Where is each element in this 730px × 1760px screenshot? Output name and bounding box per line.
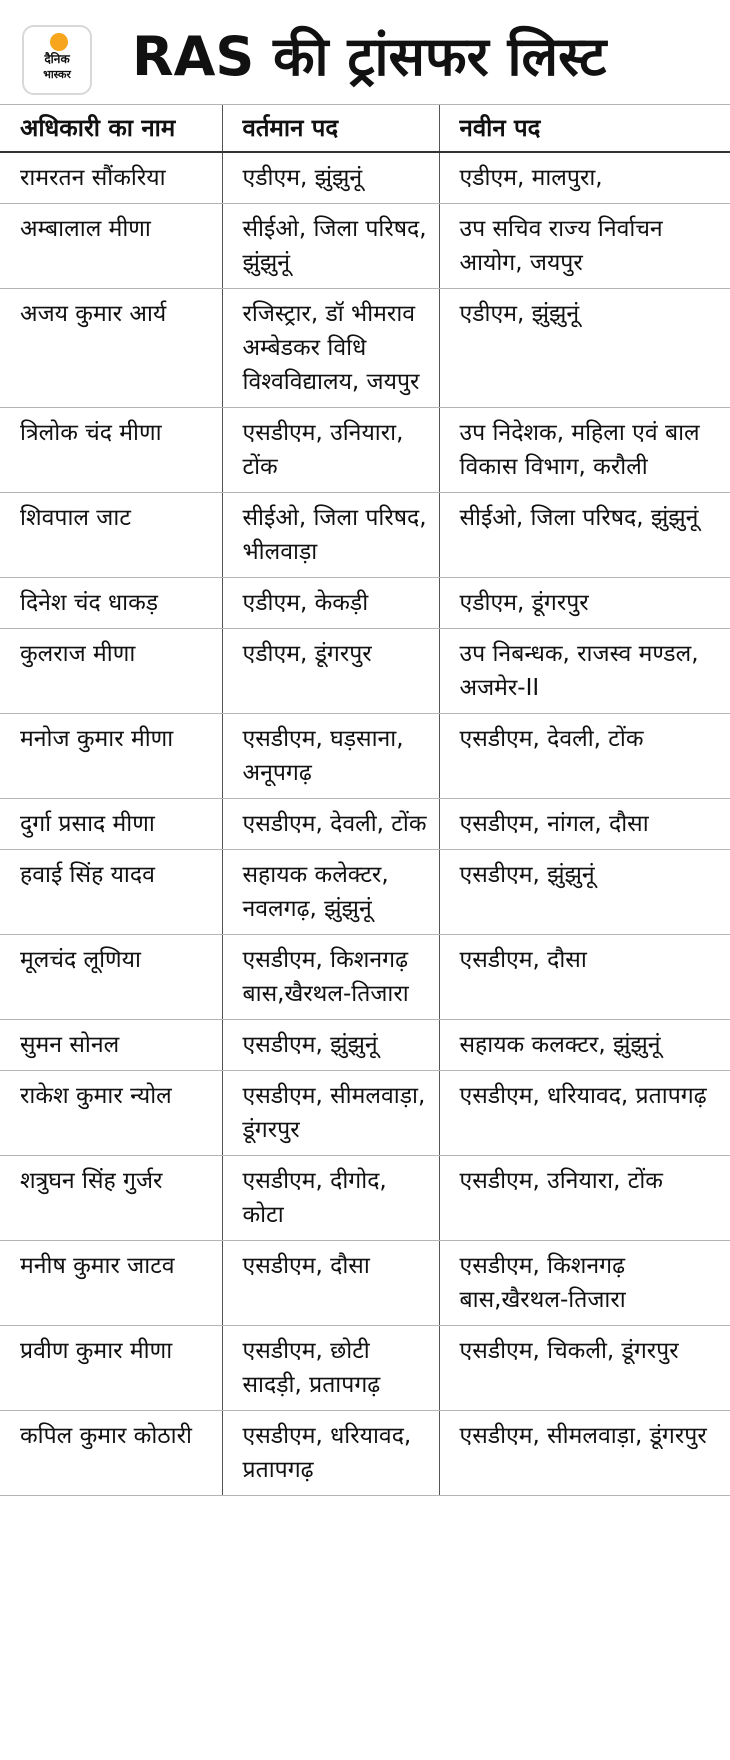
- table-row: [0, 1241, 730, 1326]
- sun-icon: [50, 33, 68, 51]
- header-officer-name: अधिकारी का नाम: [0, 105, 222, 153]
- officer-name-cell: अम्बालाल मीणा: [0, 204, 222, 289]
- logo-text-line2: भास्कर: [43, 68, 71, 81]
- new-post-cell: उप निबन्धक, राजस्व मण्डल, अजमेर-II: [439, 629, 730, 714]
- officer-name-cell: कुलराज मीणा: [0, 629, 222, 714]
- table-row: [0, 289, 730, 408]
- current-post-cell: एसडीएम, किशनगढ़ बास,खैरथल-तिजारा: [222, 935, 439, 1020]
- officer-name-cell: सुमन सोनल: [0, 1020, 222, 1071]
- new-post-cell: एडीएम, डूंगरपुर: [439, 578, 730, 629]
- table-row: [0, 1156, 730, 1241]
- current-post-cell: एडीएम, झुंझुनूं: [222, 152, 439, 204]
- officer-name-cell: मनोज कुमार मीणा: [0, 714, 222, 799]
- new-post-cell: एसडीएम, चिकली, डूंगरपुर: [439, 1326, 730, 1411]
- new-post-cell: एसडीएम, किशनगढ़ बास,खैरथल-तिजारा: [439, 1241, 730, 1326]
- officer-name-cell: प्रवीण कुमार मीणा: [0, 1326, 222, 1411]
- officer-name-cell: त्रिलोक चंद मीणा: [0, 408, 222, 493]
- officer-name-cell: कपिल कुमार कोठारी: [0, 1411, 222, 1496]
- current-post-cell: सहायक कलेक्टर, नवलगढ़, झुंझुनूं: [222, 850, 439, 935]
- current-post-cell: एसडीएम, छोटी सादड़ी, प्रतापगढ़: [222, 1326, 439, 1411]
- current-post-cell: एसडीएम, दौसा: [222, 1241, 439, 1326]
- table-row: [0, 850, 730, 935]
- new-post-cell: एडीएम, झुंझुनूं: [439, 289, 730, 408]
- table-row: [0, 204, 730, 289]
- officer-name-cell: मूलचंद लूणिया: [0, 935, 222, 1020]
- new-post-cell: एसडीएम, उनियारा, टोंक: [439, 1156, 730, 1241]
- current-post-cell: एडीएम, डूंगरपुर: [222, 629, 439, 714]
- current-post-cell: एसडीएम, देवली, टोंक: [222, 799, 439, 850]
- current-post-cell: एडीएम, केकड़ी: [222, 578, 439, 629]
- new-post-cell: उप सचिव राज्य निर्वाचन आयोग, जयपुर: [439, 204, 730, 289]
- new-post-cell: एसडीएम, सीमलवाड़ा, डूंगरपुर: [439, 1411, 730, 1496]
- new-post-cell: एसडीएम, देवली, टोंक: [439, 714, 730, 799]
- officer-name-cell: रामरतन सौंकरिया: [0, 152, 222, 204]
- current-post-cell: एसडीएम, झुंझुनूं: [222, 1020, 439, 1071]
- table-row: [0, 935, 730, 1020]
- new-post-cell: सीईओ, जिला परिषद, झुंझुनूं: [439, 493, 730, 578]
- header-current-post: वर्तमान पद: [222, 105, 439, 153]
- table-row: [0, 1071, 730, 1156]
- table-row: [0, 408, 730, 493]
- officer-name-cell: दुर्गा प्रसाद मीणा: [0, 799, 222, 850]
- new-post-cell: एसडीएम, नांगल, दौसा: [439, 799, 730, 850]
- new-post-cell: एसडीएम, धरियावद, प्रतापगढ़: [439, 1071, 730, 1156]
- table-row: [0, 1326, 730, 1411]
- table-row: [0, 152, 730, 204]
- dainik-bhaskar-logo: [22, 25, 92, 95]
- transfer-table: [0, 104, 730, 1496]
- officer-name-cell: अजय कुमार आर्य: [0, 289, 222, 408]
- officer-name-cell: दिनेश चंद धाकड़: [0, 578, 222, 629]
- current-post-cell: एसडीएम, सीमलवाड़ा, डूंगरपुर: [222, 1071, 439, 1156]
- current-post-cell: एसडीएम, उनियारा, टोंक: [222, 408, 439, 493]
- current-post-cell: एसडीएम, घड़साना, अनूपगढ़: [222, 714, 439, 799]
- officer-name-cell: शत्रुघन सिंह गुर्जर: [0, 1156, 222, 1241]
- current-post-cell: सीईओ, जिला परिषद, भीलवाड़ा: [222, 493, 439, 578]
- table-row: [0, 629, 730, 714]
- current-post-cell: रजिस्ट्रार, डॉ भीमराव अम्बेडकर विधि विश्वविद्यालय, जयपुर: [222, 289, 439, 408]
- officer-name-cell: हवाई सिंह यादव: [0, 850, 222, 935]
- table-row: [0, 714, 730, 799]
- officer-name-cell: राकेश कुमार न्योल: [0, 1071, 222, 1156]
- header: [0, 0, 730, 104]
- new-post-cell: एडीएम, मालपुरा,: [439, 152, 730, 204]
- officer-name-cell: शिवपाल जाट: [0, 493, 222, 578]
- new-post-cell: सहायक कलक्टर, झुंझुनूं: [439, 1020, 730, 1071]
- new-post-cell: एसडीएम, दौसा: [439, 935, 730, 1020]
- table-row: [0, 1020, 730, 1071]
- new-post-cell: एसडीएम, झुंझुनूं: [439, 850, 730, 935]
- new-post-cell: उप निदेशक, महिला एवं बाल विकास विभाग, करौली: [439, 408, 730, 493]
- table-body: [0, 152, 730, 1496]
- page-title: RAS की ट्रांसफर लिस्ट: [132, 25, 607, 88]
- table-row: [0, 1411, 730, 1496]
- table-row: [0, 578, 730, 629]
- officer-name-cell: मनीष कुमार जाटव: [0, 1241, 222, 1326]
- current-post-cell: सीईओ, जिला परिषद, झुंझुनूं: [222, 204, 439, 289]
- logo-text-line1: दैनिक: [44, 52, 70, 66]
- current-post-cell: एसडीएम, दीगोद, कोटा: [222, 1156, 439, 1241]
- table-row: [0, 799, 730, 850]
- header-new-post: नवीन पद: [439, 105, 730, 153]
- current-post-cell: एसडीएम, धरियावद, प्रतापगढ़: [222, 1411, 439, 1496]
- table-header-row: [0, 105, 730, 153]
- table-row: [0, 493, 730, 578]
